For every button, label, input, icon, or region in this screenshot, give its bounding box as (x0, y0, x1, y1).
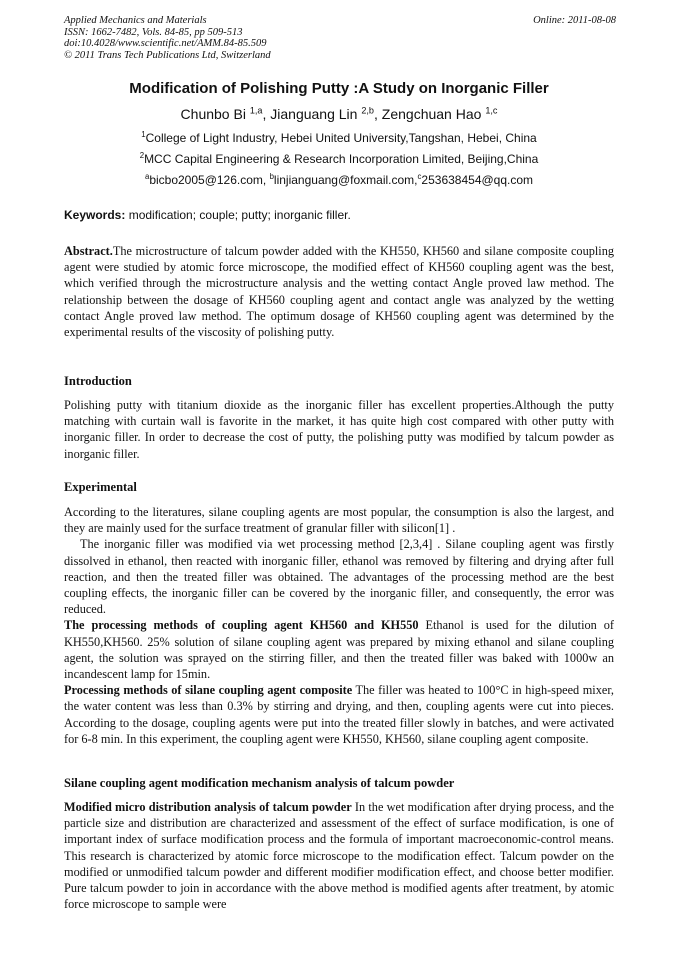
author-list (64, 106, 614, 122)
abstract-label: Abstract. (64, 244, 113, 258)
keywords-label: Keywords: (64, 208, 126, 222)
composite-method-label: Processing methods of silane coupling agent composite (64, 683, 353, 698)
author-name: Zengchuan Hao (381, 106, 482, 122)
online-date: Online: 2011-08-08 (533, 15, 616, 26)
experimental-section (64, 504, 614, 747)
affiliation-1 (64, 131, 614, 145)
composite-method-text: The filler was heated to 100°C in high-speed mixer, the water content was less than 0.3% by stirring and drying, and then, coupling agents were cut into pieces. According to the dosage, coupling agents were put into the treated filler slowly in batches, and were activated for 6-8 min. In this experiment, the coupling agent were KH550, KH560, silane coupling agent composite. (64, 683, 614, 746)
email-a: bicbo2005@126.com, (149, 173, 270, 187)
experimental-paragraph-1: According to the literatures, silane coupling agents are most popular, the consumption is also the largest, and they are mainly used for the surface treatment of granular filler with silicon[1] . (64, 505, 614, 536)
issn-line: ISSN: 1662-7482, Vols. 84-85, pp 509-513 (64, 26, 243, 38)
kh560-kh550-method-text: Ethanol is used for the dilution of KH550,KH560. 25% solution of silane coupling agent was prepared by mixing ethanol and silane coupling agent, the solution was sprayed on the stirring filler, and then the treated filler was baked with 1000w an incandescent lamp for 15min. (64, 618, 614, 682)
affiliation-text: MCC Capital Engineering & Research Incorporation Limited, Beijing,China (144, 152, 539, 166)
author-emails (64, 173, 614, 187)
keywords (64, 208, 616, 222)
introduction-paragraph: Polishing putty with titanium dioxide as the inorganic filler has excellent properties.Although the putty matching with curtain wall is favorite in the market, it has quite high cost compared with other putty with inorganic filler. In order to decrease the cost of putty, the polishing putty was modified by talcum powder as inorganic filler. (64, 398, 614, 461)
abstract-text: The microstructure of talcum powder added with the KH550, KH560 and silane composite coupling agent were studied by atomic force microscope, the modified effect of KH560 coupling agent was the best, which verified through the microstructure analysis and the wetting contact Angle proved law method. The relationship between the dosage of KH560 coupling agent and contact angle was analyzed by the wetting contact Angle proved law method. The optimum dosage of KH560 coupling agent was determined by the experimental results of the viscosity of polishing putty. (64, 244, 614, 340)
experimental-paragraph-3 (64, 617, 614, 682)
author-separator: , (262, 106, 271, 122)
author-name: Chunbo Bi (180, 106, 246, 122)
micro-distribution-text: In the wet modification after drying process, and the particle size and distribution are characterized and assessment of the effect of surface modification, is one of important index of surface modification process and the formula of important macroeconomic-control means. This research is characterized by atomic force microscope to the modification effect. Talcum powder on the modified or unmodified talcum powder and different modifier modification effect, and choose better modifier. Pure talcum powder to join in accordance with the above method is modified agents after treatment, by atomic force microscope to sample were (64, 800, 614, 912)
author-separator: , (374, 106, 382, 122)
abstract (64, 243, 614, 340)
micro-distribution-label: Modified micro distribution analysis of talcum powder (64, 800, 352, 814)
experimental-paragraph-4 (64, 682, 614, 747)
paper-title: Modification of Polishing Putty :A Study on Inorganic Filler (129, 80, 549, 97)
author-affil-mark: 2,b (361, 105, 374, 116)
journal-name: Applied Mechanics and Materials (64, 15, 207, 26)
silane-section-heading: Silane coupling agent modification mechanism analysis of talcum powder (64, 776, 455, 790)
journal-header (64, 15, 616, 61)
author-affil-mark: 1,c (485, 105, 498, 116)
affiliation-mark: 2 (139, 151, 145, 160)
copyright-line: © 2011 Trans Tech Publications Ltd, Switzerland (64, 49, 271, 61)
experimental-paragraph-2: The inorganic filler was modified via wet processing method [2,3,4] . Silane coupling agent was firstly dissolved in ethanol, then reacted with inorganic filler, ethanol was removed by filtering and drying after full reaction, and then the treated filler was obtained. The advantages of the processing method are the best coupling effects, the inorganic filler can be covered by the inorganic filler, and consequently, the error was reduced. (64, 537, 614, 617)
email-mark: c (417, 172, 422, 181)
introduction-heading: Introduction (64, 374, 132, 388)
kh560-kh550-method-label: The processing methods of coupling agent KH560 and KH550 (64, 618, 419, 633)
silane-section-paragraph (64, 799, 614, 912)
author-affil-mark: 1,a (249, 105, 263, 116)
keywords-text: modification; couple; putty; inorganic filler. (125, 208, 351, 222)
experimental-heading: Experimental (64, 480, 137, 494)
email-mark: a (144, 172, 150, 181)
affiliation-2 (64, 152, 614, 166)
doi-line: doi:10.4028/www.scientific.net/AMM.84-85.509 (64, 38, 267, 49)
email-c: 253638454@qq.com (421, 173, 534, 187)
author-name: Jianguang Lin (270, 106, 358, 122)
affiliation-mark: 1 (141, 130, 146, 139)
email-mark: b (269, 172, 274, 181)
email-b: linjianguang@foxmail.com, (273, 173, 418, 187)
affiliation-text: College of Light Industry, Hebei United University,Tangshan, Hebei, China (145, 131, 537, 145)
